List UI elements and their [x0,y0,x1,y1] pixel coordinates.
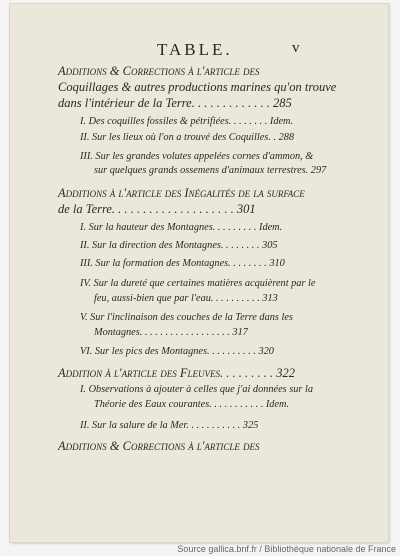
section-heading-line: de la Terre. . . . . . . . . . . . . . . . . . . . 301 [58,202,256,216]
toc-entry: III. Sur les grandes volutes appelées cornes d'ammon, & [80,151,314,162]
book-page [10,4,388,542]
toc-entry: II. Sur la salure de la Mer. . . . . . . . . . . 325 [80,420,259,431]
toc-entry-continuation: Théorie des Eaux courantes. . . . . . . . . . . Idem. [94,399,290,410]
page-number: v [292,40,300,56]
toc-entry: VI. Sur les pics des Montagnes. . . . . . . . . . 320 [80,346,274,357]
section-heading-line: Additions & Corrections à l'article des [58,64,260,78]
toc-entry-continuation: feu, aussi-bien que par l'eau. . . . . . . . . . 313 [94,293,278,304]
section-heading-line: Coquillages & autres productions marines qu'on trouve [58,80,337,94]
toc-entry: III. Sur la formation des Montagnes. . . . . . . . 310 [80,258,285,269]
toc-entry: II. Sur les lieux où l'on a trouvé des Coquilles. . 288 [80,132,295,143]
section-heading-line: Addition à l'article des Fleuves. . . . . . . . . 322 [58,366,295,380]
toc-entry: I. Des coquilles fossiles & pétrifiées. . . . . . . . Idem. [80,116,294,127]
toc-entry: II. Sur la direction des Montagnes. . . . . . . . 305 [80,240,278,251]
section-heading-line: dans l'intérieur de la Terre. . . . . . . . . . . . . 285 [58,96,292,110]
source-attribution: Source gallica.bnf.fr / Bibliothèque nationale de France [177,544,396,554]
section-heading-line: Additions & Corrections à l'article des [58,439,260,453]
toc-entry: V. Sur l'inclinaison des couches de la Terre dans les [80,312,293,323]
toc-entry: I. Sur la hauteur des Montagnes. . . . . . . . . Idem. [80,222,283,233]
section-heading-line: Additions à l'article des Inégalités de la surface [58,186,305,200]
toc-entry: I. Observations à ajouter à celles que j'ai données sur la [80,384,313,395]
toc-entry-continuation: sur quelques grands ossemens d'animaux terrestres. 297 [94,165,327,176]
toc-entry: IV. Sur la dureté que certaines matières acquièrent par le [80,278,316,289]
toc-entry-continuation: Montagnes. . . . . . . . . . . . . . . . . . 317 [94,327,248,338]
page-title: TABLE. [157,40,233,59]
